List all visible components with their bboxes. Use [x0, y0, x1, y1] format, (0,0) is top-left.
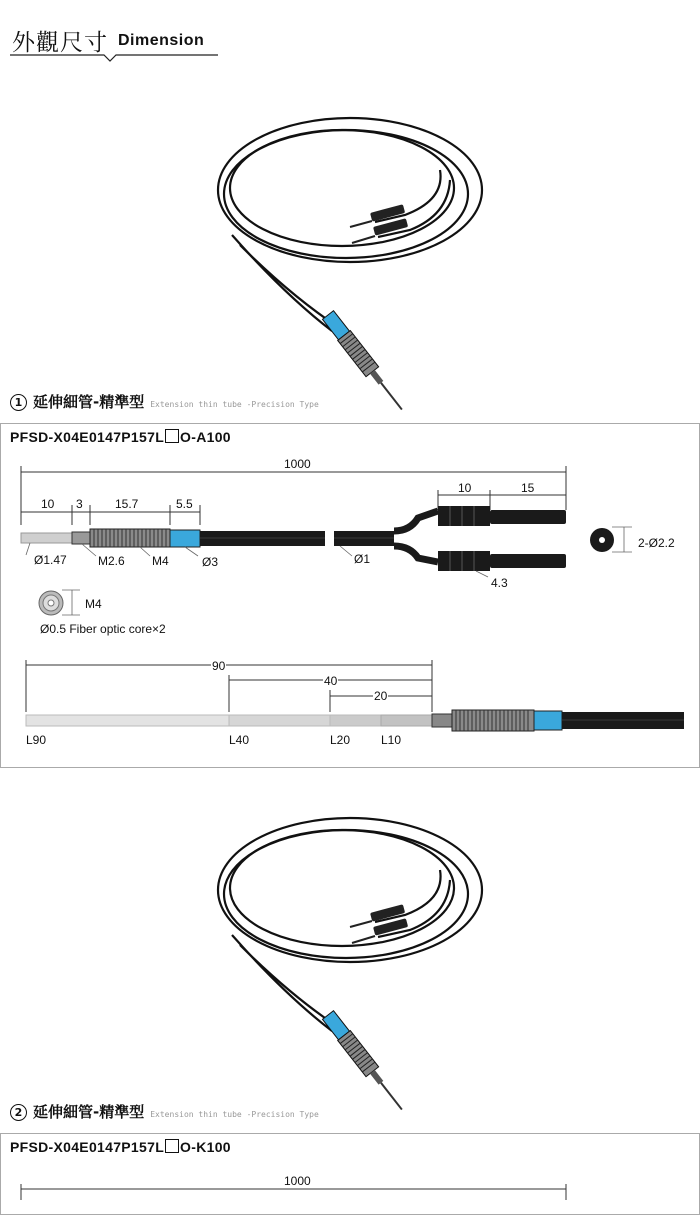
section-title-1: 延伸細管-精準型: [33, 393, 145, 411]
fiber-cable-coil-illustration: [200, 95, 500, 415]
label-l90: L90: [26, 733, 47, 747]
dim-phi-1: Ø1: [354, 552, 371, 566]
fiber-cable-coil-illustration-2: [200, 795, 500, 1115]
title-underline: [0, 0, 700, 70]
dimension-drawing-2: [0, 1180, 700, 1200]
dim-2-phi-2-2: 2-Ø2.2: [638, 536, 675, 550]
page-title-cn: 外觀尺寸: [12, 30, 108, 56]
dim-m2-6: M2.6: [98, 554, 125, 568]
core-note: Ø0.5 Fiber optic core×2: [40, 622, 166, 636]
dim-plug-15: 15: [521, 481, 535, 495]
section-heading-1: 1 延伸細管-精準型 Extension thin tube -Precision Type: [10, 391, 319, 412]
label-l40: L40: [229, 733, 250, 747]
dim-len-90: 90: [212, 659, 226, 673]
dim-plug-10: 10: [458, 481, 472, 495]
dim-10: 10: [41, 497, 55, 511]
dim-15-7: 15.7: [115, 497, 139, 511]
dim-len-40: 40: [324, 674, 338, 688]
section-subtitle-1: Extension thin tube -Precision Type: [150, 400, 319, 409]
model-number-2: PFSD-X04E0147P157L O-K100: [10, 1139, 231, 1155]
dimension-drawing-1: [0, 450, 700, 765]
label-l20: L20: [330, 733, 351, 747]
model-number-1: PFSD-X04E0147P157L O-A100: [10, 429, 231, 445]
section-heading-2: 2 延伸細管-精準型 Extension thin tube -Precision Type: [10, 1101, 319, 1122]
page-title-en: Dimension: [118, 32, 205, 49]
dim-3: 3: [76, 497, 83, 511]
label-l10: L10: [381, 733, 402, 747]
dim-total: 1000: [284, 457, 311, 471]
dim-m4: M4: [152, 554, 169, 568]
section-subtitle-2: Extension thin tube -Precision Type: [150, 1110, 319, 1119]
dim-5-5: 5.5: [176, 497, 193, 511]
dim-len-20: 20: [374, 689, 388, 703]
dim-core-m4: M4: [85, 597, 102, 611]
dim-phi-1-47: Ø1.47: [34, 553, 67, 567]
dim-phi-3: Ø3: [202, 555, 219, 569]
dim-total-2: 1000: [284, 1174, 311, 1188]
section-title-2: 延伸細管-精準型: [33, 1103, 145, 1121]
dim-4-3: 4.3: [491, 576, 508, 590]
